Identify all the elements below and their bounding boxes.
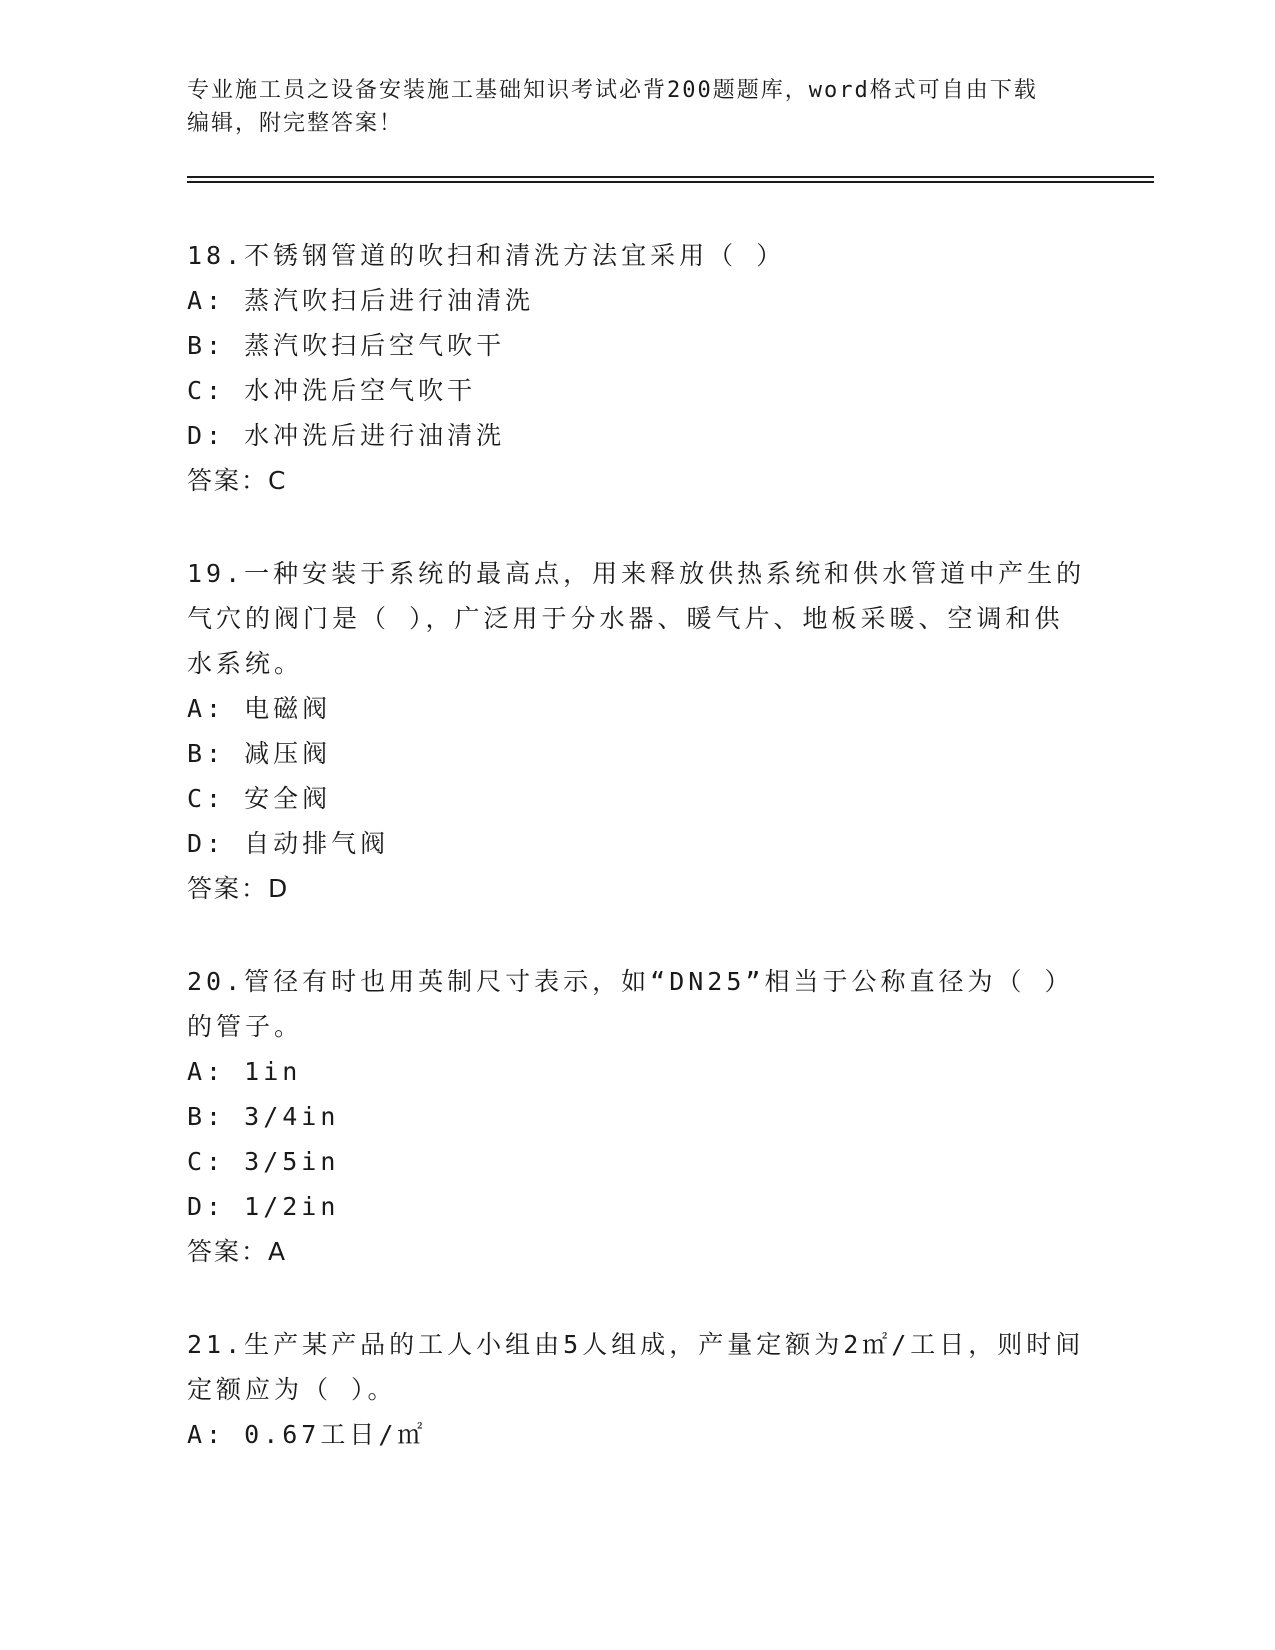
question-stem-line-2: 的管子。: [187, 1012, 304, 1041]
option-a: A: 1in: [187, 1057, 302, 1086]
option-c: C: 水冲洗后空气吹干: [187, 376, 477, 405]
question-stem-line-1: 19.一种安装于系统的最高点，用来释放供热系统和供水管道中产生的: [187, 559, 1086, 588]
option-a: A: 蒸汽吹扫后进行油清洗: [187, 286, 535, 315]
option-d: D: 1/2in: [187, 1192, 340, 1221]
answer: 答案：A: [187, 1237, 288, 1266]
option-c: C: 安全阀: [187, 784, 332, 813]
answer: 答案：D: [187, 874, 290, 903]
option-b: B: 减压阀: [187, 739, 332, 768]
question-stem-line-1: 21.生产某产品的工人小组由5人组成，产量定额为2㎡/工日，则时间: [187, 1330, 1085, 1359]
option-a: A: 0.67工日/㎡: [187, 1420, 427, 1449]
header-divider-top: [187, 176, 1154, 178]
document-header: [187, 74, 1067, 140]
question-18: [187, 233, 1087, 503]
option-d: D: 水冲洗后进行油清洗: [187, 421, 506, 450]
option-d: D: 自动排气阀: [187, 829, 390, 858]
option-b: B: 3/4in: [187, 1102, 340, 1131]
option-a: A: 电磁阀: [187, 694, 332, 723]
question-20: [187, 959, 1087, 1274]
question-list: [187, 233, 1087, 1505]
answer: 答案：C: [187, 466, 288, 495]
header-line-1: 专业施工员之设备安装施工基础知识考试必背200题题库，word格式可自由下载: [187, 78, 1038, 103]
option-b: B: 蒸汽吹扫后空气吹干: [187, 331, 506, 360]
question-stem: 18.不锈钢管道的吹扫和清洗方法宜采用（ ）: [187, 241, 786, 270]
question-stem-line-2: 气穴的阀门是（ ），广泛用于分水器、暖气片、地板采暖、空调和供: [187, 604, 1064, 633]
option-c: C: 3/5in: [187, 1147, 340, 1176]
question-stem-line-1: 20.管径有时也用英制尺寸表示，如“DN25”相当于公称直径为（ ）: [187, 967, 1074, 996]
question-21: [187, 1322, 1087, 1457]
header-line-2: 编辑，附完整答案！: [187, 111, 404, 136]
header-divider-bottom: [187, 181, 1154, 183]
question-stem-line-2: 定额应为（ ）。: [187, 1375, 397, 1404]
question-stem-line-3: 水系统。: [187, 649, 304, 678]
question-19: [187, 551, 1087, 911]
